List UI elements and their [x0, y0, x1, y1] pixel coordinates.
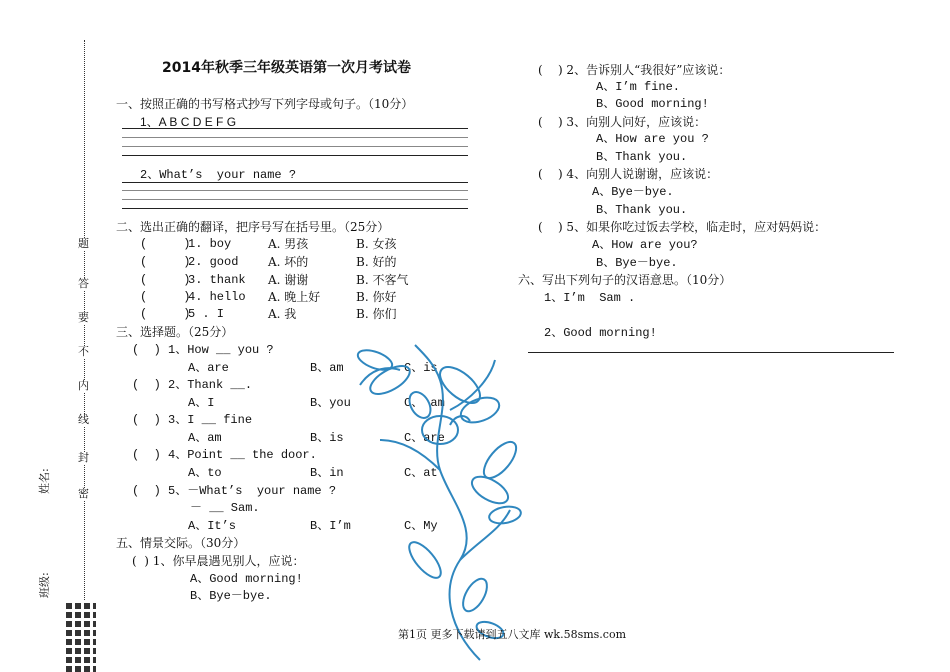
- situation-question: ( ) 4、向别人说谢谢，应该说：: [538, 167, 719, 181]
- vocab-word: 1. boy: [188, 237, 232, 251]
- option-b: B、Thank you.: [596, 203, 688, 217]
- writing-line: [122, 146, 468, 147]
- option-a: A、I: [188, 396, 215, 410]
- option-a: A、How are you ?: [596, 132, 709, 146]
- writing-line: [122, 155, 468, 156]
- writing-line: [122, 137, 468, 138]
- option-a: A、Good morning!: [190, 572, 303, 586]
- situation-question: ( ) 1、你早晨遇见别人，应说：: [132, 554, 305, 568]
- option-a: A. 坏的: [268, 255, 309, 269]
- binding-char: 密: [78, 487, 89, 500]
- page-footer: 第1页 更多下载请到五八文库 wk.58sms.com: [398, 628, 626, 641]
- option-b: B. 不客气: [356, 273, 409, 287]
- choice-question: ( ) 1、How __ you ?: [132, 343, 274, 357]
- writing-line: [122, 208, 468, 209]
- writing-line: [122, 128, 468, 129]
- writing-line: [122, 199, 468, 200]
- option-b: B、Good morning!: [596, 97, 709, 111]
- option-a: A、to: [188, 466, 222, 480]
- vocab-word: 2. good: [188, 255, 239, 269]
- choice-question-line2: － __ Sam.: [190, 501, 260, 515]
- binding-char: 答: [78, 277, 89, 290]
- choice-question: ( ) 2、Thank __.: [132, 378, 253, 392]
- option-c: C、is: [404, 361, 438, 375]
- binding-char: 不: [78, 345, 89, 358]
- answer-bracket[interactable]: ( ): [140, 255, 191, 269]
- binding-char: 要: [78, 311, 89, 324]
- option-a: A、are: [188, 361, 229, 375]
- situation-question: ( ) 5、如果你吃过饭去学校，临走时，应对妈妈说：: [538, 220, 827, 234]
- page-title: 2014年秋季三年级英语第一次月考试卷: [162, 60, 411, 76]
- option-a: A. 我: [268, 307, 297, 321]
- section-3-heading: 三、选择题。（25分）: [116, 325, 234, 339]
- qr-pattern-overlay: [66, 600, 96, 672]
- option-a: A. 晚上好: [268, 290, 321, 304]
- option-b: B. 好的: [356, 255, 397, 269]
- option-c: C、My: [404, 519, 438, 533]
- vocab-word: 5 . I: [188, 307, 225, 321]
- option-a: A、Bye－bye.: [592, 185, 674, 199]
- option-a: A. 男孩: [268, 237, 309, 251]
- vocab-word: 3. thank: [188, 273, 246, 287]
- option-a: A、I’m fine.: [596, 80, 681, 94]
- translate-question-2: 2、Good morning!: [544, 326, 657, 340]
- option-b: B、am: [310, 361, 344, 375]
- answer-bracket[interactable]: ( ): [140, 237, 191, 251]
- choice-question: ( ) 5、－What’s your name ?: [132, 484, 337, 498]
- copy-question-1: 1、A B C D E F G: [140, 115, 237, 129]
- choice-question: ( ) 3、I __ fine: [132, 413, 253, 427]
- vocab-word: 4. hello: [188, 290, 246, 304]
- answer-bracket[interactable]: ( ): [140, 290, 191, 304]
- option-c: C、are: [404, 431, 445, 445]
- situation-question: ( ) 3、向别人问好，应该说：: [538, 115, 707, 129]
- binding-char: 线: [78, 413, 89, 426]
- option-b: B. 女孩: [356, 237, 397, 251]
- option-b: B、is: [310, 431, 344, 445]
- option-b: B、you: [310, 396, 351, 410]
- option-c: C、 am: [404, 396, 445, 410]
- writing-line: [122, 190, 468, 191]
- section-1-heading: 一、按照正确的书写格式抄写下列字母或句子。（10分）: [116, 97, 414, 111]
- option-a: A、It’s: [188, 519, 237, 533]
- translate-question-1: 1、I’m Sam .: [544, 291, 636, 305]
- option-a: A. 谢谢: [268, 273, 309, 287]
- section-6-heading: 六、写出下列句子的汉语意思。（10分）: [518, 273, 732, 287]
- binding-char: 封: [78, 451, 89, 464]
- binding-char: 题: [78, 237, 89, 250]
- flower-decoration-icon: [330, 330, 530, 670]
- option-b: B、in: [310, 466, 344, 480]
- answer-line: [528, 352, 894, 353]
- section-5-heading: 五、情景交际。（30分）: [116, 536, 246, 550]
- option-b: B. 你们: [356, 307, 397, 321]
- situation-question: ( ) 2、告诉别人“我很好”应该说：: [538, 63, 731, 77]
- copy-question-2: 2、What’s your name ?: [140, 168, 297, 182]
- option-a: A、am: [188, 431, 222, 445]
- option-b: B、Thank you.: [596, 150, 688, 164]
- option-c: C、at: [404, 466, 438, 480]
- writing-line: [122, 182, 468, 183]
- option-b: B. 你好: [356, 290, 397, 304]
- answer-bracket[interactable]: ( ): [140, 273, 191, 287]
- binding-char: 内: [78, 379, 89, 392]
- option-b: B、Bye－bye.: [190, 589, 272, 603]
- option-b: B、Bye－bye.: [596, 256, 678, 270]
- class-label: 班级:: [38, 572, 51, 598]
- option-a: A、How are you?: [592, 238, 698, 252]
- option-b: B、I’m: [310, 519, 351, 533]
- name-label: 姓名:: [38, 468, 51, 494]
- section-2-heading: 二、选出正确的翻译，把序号写在括号里。（25分）: [116, 220, 390, 234]
- choice-question: ( ) 4、Point __ the door.: [132, 448, 317, 462]
- answer-bracket[interactable]: ( ): [140, 307, 191, 321]
